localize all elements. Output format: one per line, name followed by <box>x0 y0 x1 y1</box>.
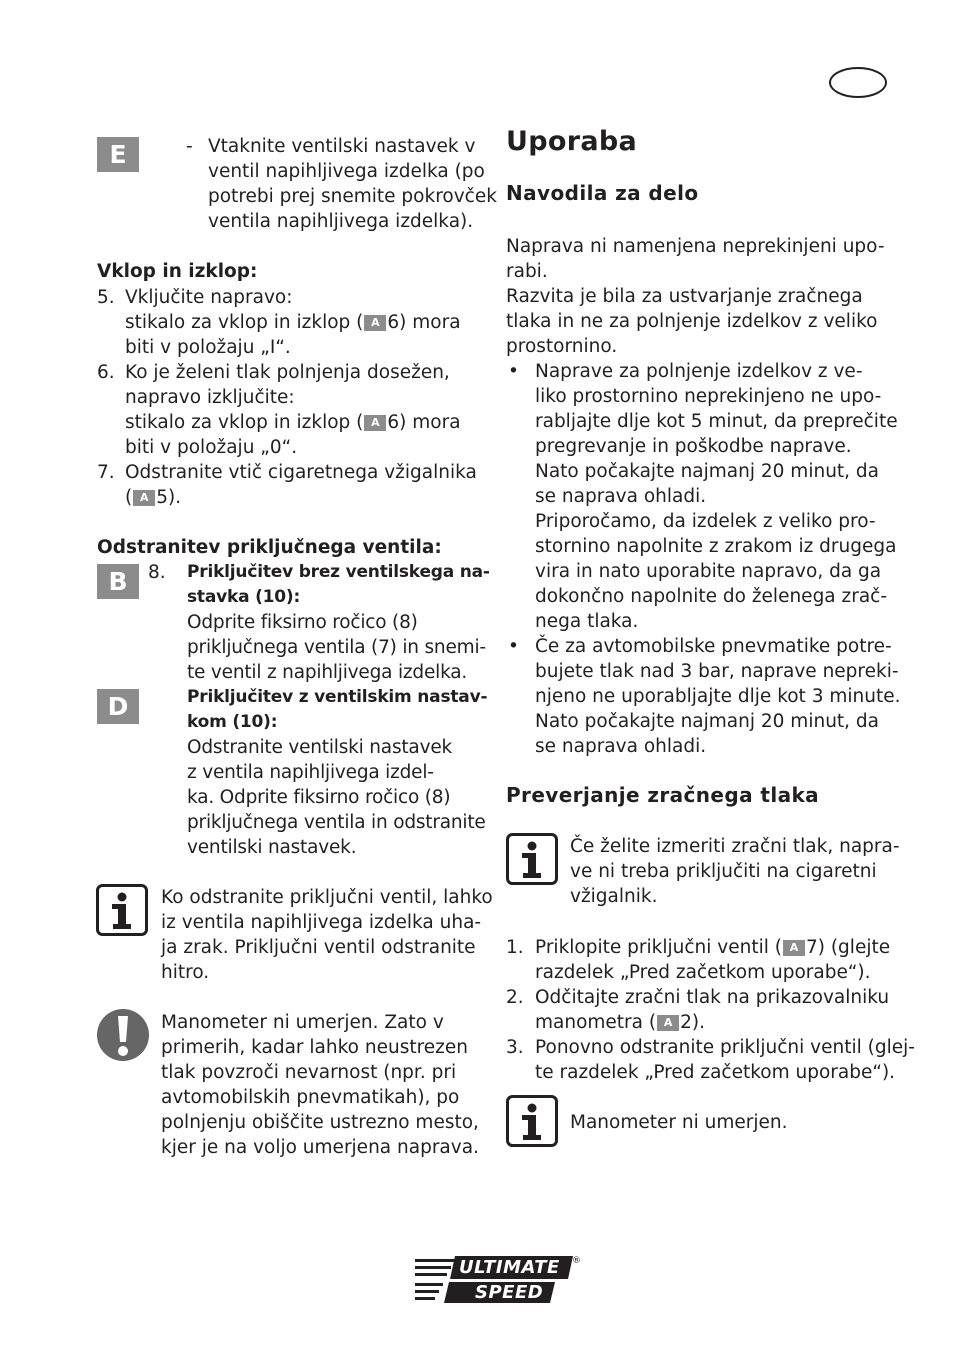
step-number: 3. <box>506 1037 524 1058</box>
bullet-line: njeno ne uporabljajte dlje kot 3 minute. <box>535 686 901 707</box>
variant-b-heading: stavka (10): <box>187 587 301 607</box>
variant-d-line: priključnega ventila in odstranite <box>187 812 486 833</box>
bullet-line: Če za avtomobilske pnevmatike potre- <box>535 636 892 657</box>
bullet-line: Nato počakajte najmanj 20 minut, da <box>535 461 880 482</box>
bullet-line: Naprave za polnjenje izdelkov z ve- <box>535 361 863 382</box>
warning-line: avtomobilskih pnevmatikah), po <box>161 1087 460 1108</box>
step-number: 5. <box>97 287 115 308</box>
step-line: ( A 5). <box>125 487 182 508</box>
bullet-line: vira in nato uporabite napravo, da ga <box>535 561 882 582</box>
bullet-marker: • <box>508 361 519 382</box>
logo-text-ultimate: ULTIMATE <box>459 1257 560 1278</box>
bullet-item-large-volume <box>535 359 898 634</box>
figure-ref-box-d: D <box>97 689 139 724</box>
variant-d-line: Odstranite ventilski nastavek <box>187 737 453 758</box>
info-line: hitro. <box>161 962 210 983</box>
bullet-line: Priporočamo, da izdelek z veliko pro- <box>535 511 876 532</box>
warning-line: kjer je na voljo umerjena naprava. <box>161 1137 479 1158</box>
paragraph-line: tlaka in ne za polnjenje izdelkov z veliko <box>506 311 878 332</box>
intro-line: ventila napihljivega izdelka). <box>208 211 474 232</box>
intro-dash: - <box>186 136 193 157</box>
warning-line: primerih, kadar lahko neustrezen <box>161 1037 468 1058</box>
step8-variant-b <box>187 560 490 685</box>
ultimate-speed-logo <box>415 1256 585 1306</box>
intro-line: ventil napihljivega izdelka (po <box>208 161 485 182</box>
bullet-line: dokončno napolnite do želenega zrač- <box>535 586 888 607</box>
intro-line: potrebi prej snemite pokrovček <box>208 186 497 207</box>
step-line: Odčitajte zračni tlak na prikazovalniku <box>535 987 890 1008</box>
step-number: 6. <box>97 362 115 383</box>
bullet-line: se naprava ohladi. <box>535 736 707 757</box>
warning-line: Manometer ni umerjen. Zato v <box>161 1012 444 1033</box>
bullet-line: stornino napolnite z zrakom iz drugega <box>535 536 897 557</box>
figure-a-badge: A <box>657 1015 679 1031</box>
info-line: iz ventila napihljivega izdelka uha- <box>161 912 482 933</box>
info-line: ve ni treba priključiti na cigaretni <box>570 861 877 882</box>
figure-ref-box-b: B <box>97 564 139 599</box>
info-line: Če želite izmeriti zračni tlak, napra- <box>570 836 900 857</box>
info-line: vžigalnik. <box>570 886 658 907</box>
warning-note-manometer <box>161 1010 479 1160</box>
step-line: Ko je želeni tlak polnjenja dosežen, <box>125 362 450 383</box>
info-note-valve <box>161 885 493 985</box>
warning-icon <box>96 1008 150 1062</box>
step-line: manometra ( A 2). <box>535 1012 705 1033</box>
step-number: 1. <box>506 937 524 958</box>
subsection-title-preverjanje: Preverjanje zračnega tlaka <box>506 783 820 807</box>
intro-text <box>208 134 497 234</box>
variant-b-line: te ventil z napihljivega izdelka. <box>187 662 468 683</box>
figure-a-badge: A <box>364 315 386 331</box>
step-list-vklop <box>97 285 487 535</box>
step-line: napravo izključite: <box>125 387 295 408</box>
step-text <box>125 285 461 360</box>
logo-text-speed: SPEED <box>475 1282 544 1303</box>
subsection-title-navodila: Navodila za delo <box>506 181 699 205</box>
figure-a-badge: A <box>783 940 805 956</box>
vklop-heading: Vklop in izklop: <box>97 261 258 282</box>
bullet-line: liko prostornino neprekinjeno ne upo- <box>535 386 882 407</box>
step-text <box>125 360 461 460</box>
paragraph-line: rabi. <box>506 261 548 282</box>
step-line: te razdelek „Pred začetkom uporabe“). <box>535 1062 896 1083</box>
info-note-calibration: Manometer ni umerjen. <box>570 1112 788 1133</box>
step-line: biti v položaju „0“. <box>125 437 298 458</box>
info-line: Ko odstranite priključni ventil, lahko <box>161 887 493 908</box>
step-line: Ponovno odstranite priključni ventil (glej- <box>535 1037 915 1058</box>
variant-d-line: z ventila napihljivega izdel- <box>187 762 434 783</box>
info-note-pressure <box>570 834 900 909</box>
step-number: 8. <box>148 562 166 583</box>
bullet-line: bujete tlak nad 3 bar, naprave nepreki- <box>535 661 899 682</box>
figure-a-badge: A <box>364 415 386 431</box>
paragraph-line: Razvita je bila za ustvarjanje zračnega <box>506 286 863 307</box>
bullet-line: nega tlaka. <box>535 611 639 632</box>
variant-b-heading: Priključitev brez ventilskega na- <box>187 562 490 582</box>
step-text <box>535 935 890 985</box>
step-text <box>535 1035 915 1085</box>
info-icon <box>506 1095 558 1147</box>
variant-d-line: ventilski nastavek. <box>187 837 357 858</box>
bullet-item-tyres <box>535 634 900 759</box>
bullet-marker: • <box>508 636 519 657</box>
variant-d-heading: Priključitev z ventilskim nastav- <box>187 687 488 707</box>
bullet-line: se naprava ohladi. <box>535 486 707 507</box>
variant-d-heading: kom (10): <box>187 712 278 732</box>
figure-ref-box-e: E <box>97 137 139 172</box>
step-line: Odstranite vtič cigaretnega vžigalnika <box>125 462 477 483</box>
odstranitev-heading: Odstranitev priključnega ventila: <box>97 537 442 558</box>
info-icon <box>96 884 148 936</box>
variant-b-line: priključnega ventila (7) in snemi- <box>187 637 486 658</box>
bullet-line: pregrevanje in poškodbe naprave. <box>535 436 852 457</box>
step-line: biti v položaju „I“. <box>125 337 291 358</box>
bullet-line: rabljajte dlje kot 5 minut, da preprečite <box>535 411 898 432</box>
step-line: Priklopite priključni ventil ( A 7) (glejte <box>535 937 891 958</box>
step-line: razdelek „Pred začetkom uporabe“). <box>535 962 871 983</box>
warning-line: polnjenju obiščite ustrezno mesto, <box>161 1112 479 1133</box>
step-line: stikalo za vklop in izklop ( A 6) mora <box>125 412 461 433</box>
paragraph-line: prostornino. <box>506 336 618 357</box>
variant-d-line: ka. Odprite fiksirno ročico (8) <box>187 787 451 808</box>
figure-a-badge: A <box>133 490 155 506</box>
step-line: stikalo za vklop in izklop ( A 6) mora <box>125 312 461 333</box>
step-number: 2. <box>506 987 524 1008</box>
paragraph-line: Naprava ni namenjena neprekinjeni upo- <box>506 236 885 257</box>
step8-variant-d <box>187 685 487 860</box>
usage-paragraph <box>506 234 885 359</box>
intro-line: Vtaknite ventilski nastavek v <box>208 136 476 157</box>
variant-b-line: Odprite fiksirno ročico (8) <box>187 612 418 633</box>
step-line: Vključite napravo: <box>125 287 293 308</box>
step-text <box>125 460 477 510</box>
language-badge-oval <box>829 67 887 98</box>
step-list-preverjanje <box>506 935 915 1085</box>
info-icon <box>506 833 558 885</box>
logo-registered-mark: ® <box>572 1256 581 1266</box>
section-title: Uporaba <box>506 126 637 157</box>
info-line: ja zrak. Priključni ventil odstranite <box>161 937 476 958</box>
bullet-line: Nato počakajte najmanj 20 minut, da <box>535 711 880 732</box>
warning-line: tlak povzroči nevarnost (npr. pri <box>161 1062 457 1083</box>
step-number: 7. <box>97 462 115 483</box>
step-text <box>535 985 889 1035</box>
